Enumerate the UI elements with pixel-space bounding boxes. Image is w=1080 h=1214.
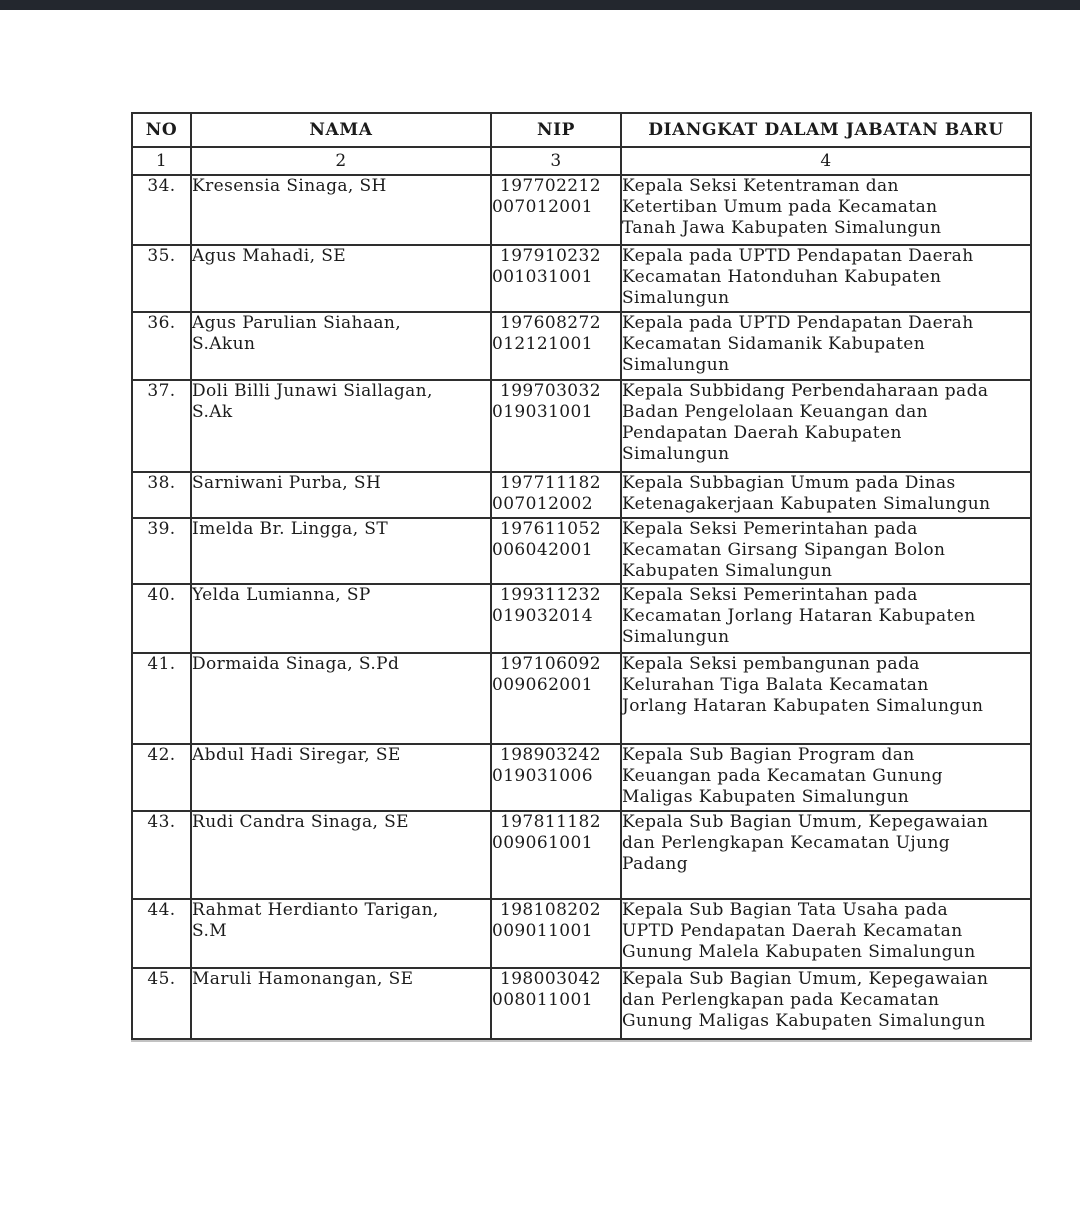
cell-nip	[491, 744, 621, 811]
nip-line: 019032014	[492, 606, 593, 626]
nama-line: Kresensia Sinaga, SH	[192, 176, 387, 196]
cell-nama	[191, 518, 491, 584]
jabatan-line: Gunung Maligas Kabupaten Simalungun	[622, 1011, 986, 1031]
cell-no: 35.	[132, 245, 191, 312]
cell-nip	[491, 380, 621, 472]
cell-nama	[191, 472, 491, 518]
cell-nip	[491, 312, 621, 380]
jabatan-line: Kepala Seksi Ketentraman dan	[622, 176, 899, 196]
nip-line: 009011001	[492, 921, 593, 941]
table-row-36	[132, 312, 1031, 380]
nama-line: S.M	[192, 921, 228, 941]
table-row-37	[132, 380, 1031, 472]
cell-nip	[491, 472, 621, 518]
table-row-45	[132, 968, 1031, 1039]
jabatan-line: Kepala Subbidang Perbendaharaan pada	[622, 381, 989, 401]
jabatan-line: Kelurahan Tiga Balata Kecamatan	[622, 675, 929, 695]
nip-line: 012121001	[492, 334, 593, 354]
jabatan-line: Pendapatan Daerah Kabupaten	[622, 423, 902, 443]
cell-nip	[491, 653, 621, 744]
cell-nama	[191, 811, 491, 899]
cell-nip	[491, 245, 621, 312]
cell-jabatan-baru	[621, 968, 1031, 1039]
nama-line: Doli Billi Junawi Siallagan,	[192, 381, 433, 401]
nama-line: Yelda Lumianna, SP	[192, 585, 371, 605]
col-header-nip: NIP	[491, 113, 621, 147]
table-row-41	[132, 653, 1031, 744]
jabatan-line: Maligas Kabupaten Simalungun	[622, 787, 910, 807]
jabatan-line: Kepala Sub Bagian Program dan	[622, 745, 915, 765]
cell-jabatan-baru	[621, 811, 1031, 899]
cell-nama	[191, 653, 491, 744]
nip-line: 001031001	[492, 267, 593, 287]
column-number-row	[132, 147, 1031, 175]
cell-nama	[191, 312, 491, 380]
nip-line: 197711182	[500, 473, 601, 493]
nip-line: 199703032	[500, 381, 601, 401]
table-row-42	[132, 744, 1031, 811]
cell-jabatan-baru	[621, 312, 1031, 380]
jabatan-line: UPTD Pendapatan Daerah Kecamatan	[622, 921, 963, 941]
window-top-bar	[0, 0, 1080, 10]
cell-jabatan-baru	[621, 472, 1031, 518]
jabatan-line: Ketertiban Umum pada Kecamatan	[622, 197, 938, 217]
jabatan-line: Padang	[622, 854, 689, 874]
cell-jabatan-baru	[621, 899, 1031, 968]
jabatan-line: Kepala pada UPTD Pendapatan Daerah	[622, 246, 974, 266]
column-number-3: 3	[491, 147, 621, 175]
nip-line: 009062001	[492, 675, 593, 695]
cell-nip	[491, 811, 621, 899]
jabatan-line: Kepala Seksi Pemerintahan pada	[622, 585, 918, 605]
jabatan-line: Kepala Sub Bagian Umum, Kepegawaian	[622, 969, 989, 989]
jabatan-line: Tanah Jawa Kabupaten Simalungun	[622, 218, 942, 238]
nip-line: 198108202	[500, 900, 601, 920]
col-header-no: NO	[132, 113, 191, 147]
table-row-38	[132, 472, 1031, 518]
table-header-row	[132, 113, 1031, 147]
jabatan-line: Kepala pada UPTD Pendapatan Daerah	[622, 313, 974, 333]
nama-line: Agus Mahadi, SE	[192, 246, 347, 266]
nama-line: Imelda Br. Lingga, ST	[192, 519, 389, 539]
jabatan-line: Kepala Seksi Pemerintahan pada	[622, 519, 918, 539]
jabatan-line: Kecamatan Sidamanik Kabupaten	[622, 334, 926, 354]
nip-line: 006042001	[492, 540, 593, 560]
jabatan-line: Kepala Seksi pembangunan pada	[622, 654, 920, 674]
jabatan-line: Kepala Sub Bagian Umum, Kepegawaian	[622, 812, 989, 832]
cell-nip	[491, 518, 621, 584]
cell-jabatan-baru	[621, 744, 1031, 811]
nama-line: S.Ak	[192, 402, 233, 422]
col-header-jabatan-baru: DIANGKAT DALAM JABATAN BARU	[621, 113, 1031, 147]
table-row-35	[132, 245, 1031, 312]
nip-line: 008011001	[492, 990, 593, 1010]
nama-line: Agus Parulian Siahaan,	[192, 313, 402, 333]
nip-line: 007012001	[492, 197, 593, 217]
nip-line: 197611052	[500, 519, 601, 539]
jabatan-line: Kabupaten Simalungun	[622, 561, 833, 581]
jabatan-line: Kepala Subbagian Umum pada Dinas	[622, 473, 956, 493]
cell-no: 41.	[132, 653, 191, 744]
cell-jabatan-baru	[621, 584, 1031, 653]
jabatan-line: Simalungun	[622, 627, 730, 647]
cell-no: 38.	[132, 472, 191, 518]
cell-no: 34.	[132, 175, 191, 245]
jabatan-line: Badan Pengelolaan Keuangan dan	[622, 402, 929, 422]
jabatan-line: Gunung Malela Kabupaten Simalungun	[622, 942, 976, 962]
cell-jabatan-baru	[621, 245, 1031, 312]
jabatan-line: Jorlang Hataran Kabupaten Simalungun	[622, 696, 984, 716]
cell-jabatan-baru	[621, 175, 1031, 245]
jabatan-line: Kecamatan Jorlang Hataran Kabupaten	[622, 606, 976, 626]
cell-nama	[191, 584, 491, 653]
nip-line: 019031001	[492, 402, 593, 422]
jabatan-line: Simalungun	[622, 355, 730, 375]
cell-nama	[191, 899, 491, 968]
jabatan-line: Ketenagakerjaan Kabupaten Simalungun	[622, 494, 991, 514]
cell-jabatan-baru	[621, 518, 1031, 584]
nip-line: 197910232	[500, 246, 601, 266]
cell-jabatan-baru	[621, 380, 1031, 472]
cell-no: 42.	[132, 744, 191, 811]
nip-line: 198003042	[500, 969, 601, 989]
nip-line: 197608272	[500, 313, 601, 333]
cell-nip	[491, 584, 621, 653]
cell-nip	[491, 968, 621, 1039]
nama-line: Maruli Hamonangan, SE	[192, 969, 414, 989]
jabatan-line: Simalungun	[622, 288, 730, 308]
table-row-44	[132, 899, 1031, 968]
cell-nip	[491, 175, 621, 245]
nama-line: Dormaida Sinaga, S.Pd	[192, 654, 400, 674]
nip-line: 198903242	[500, 745, 601, 765]
cell-nama	[191, 968, 491, 1039]
cell-no: 40.	[132, 584, 191, 653]
jabatan-line: dan Perlengkapan Kecamatan Ujung	[622, 833, 951, 853]
jabatan-line: Kecamatan Girsang Sipangan Bolon	[622, 540, 946, 560]
nip-line: 019031006	[492, 766, 593, 786]
cell-no: 37.	[132, 380, 191, 472]
jabatan-line: Kepala Sub Bagian Tata Usaha pada	[622, 900, 949, 920]
nip-line: 197702212	[500, 176, 601, 196]
column-number-4: 4	[621, 147, 1031, 175]
nip-line: 009061001	[492, 833, 593, 853]
nama-line: Abdul Hadi Siregar, SE	[192, 745, 401, 765]
cell-nama	[191, 380, 491, 472]
cell-nama	[191, 245, 491, 312]
cell-no: 45.	[132, 968, 191, 1039]
cell-no: 39.	[132, 518, 191, 584]
jabatan-line: Keuangan pada Kecamatan Gunung	[622, 766, 943, 786]
nip-line: 199311232	[500, 585, 601, 605]
cell-jabatan-baru	[621, 653, 1031, 744]
cell-nama	[191, 175, 491, 245]
appointment-table	[131, 112, 1032, 1040]
cell-no: 36.	[132, 312, 191, 380]
cell-nama	[191, 744, 491, 811]
nip-line: 197811182	[500, 812, 601, 832]
cell-no: 43.	[132, 811, 191, 899]
nip-line: 007012002	[492, 494, 593, 514]
nama-line: Sarniwani Purba, SH	[192, 473, 382, 493]
table-row-34	[132, 175, 1031, 245]
table-row-40	[132, 584, 1031, 653]
jabatan-line: Kecamatan Hatonduhan Kabupaten	[622, 267, 942, 287]
jabatan-line: dan Perlengkapan pada Kecamatan	[622, 990, 940, 1010]
nip-line: 197106092	[500, 654, 601, 674]
table-row-43	[132, 811, 1031, 899]
cell-nip	[491, 899, 621, 968]
cell-no: 44.	[132, 899, 191, 968]
column-number-2: 2	[191, 147, 491, 175]
nama-line: Rudi Candra Sinaga, SE	[192, 812, 409, 832]
column-number-1: 1	[132, 147, 191, 175]
nama-line: Rahmat Herdianto Tarigan,	[192, 900, 439, 920]
table-row-39	[132, 518, 1031, 584]
nama-line: S.Akun	[192, 334, 256, 354]
jabatan-line: Simalungun	[622, 444, 730, 464]
col-header-nama: NAMA	[191, 113, 491, 147]
